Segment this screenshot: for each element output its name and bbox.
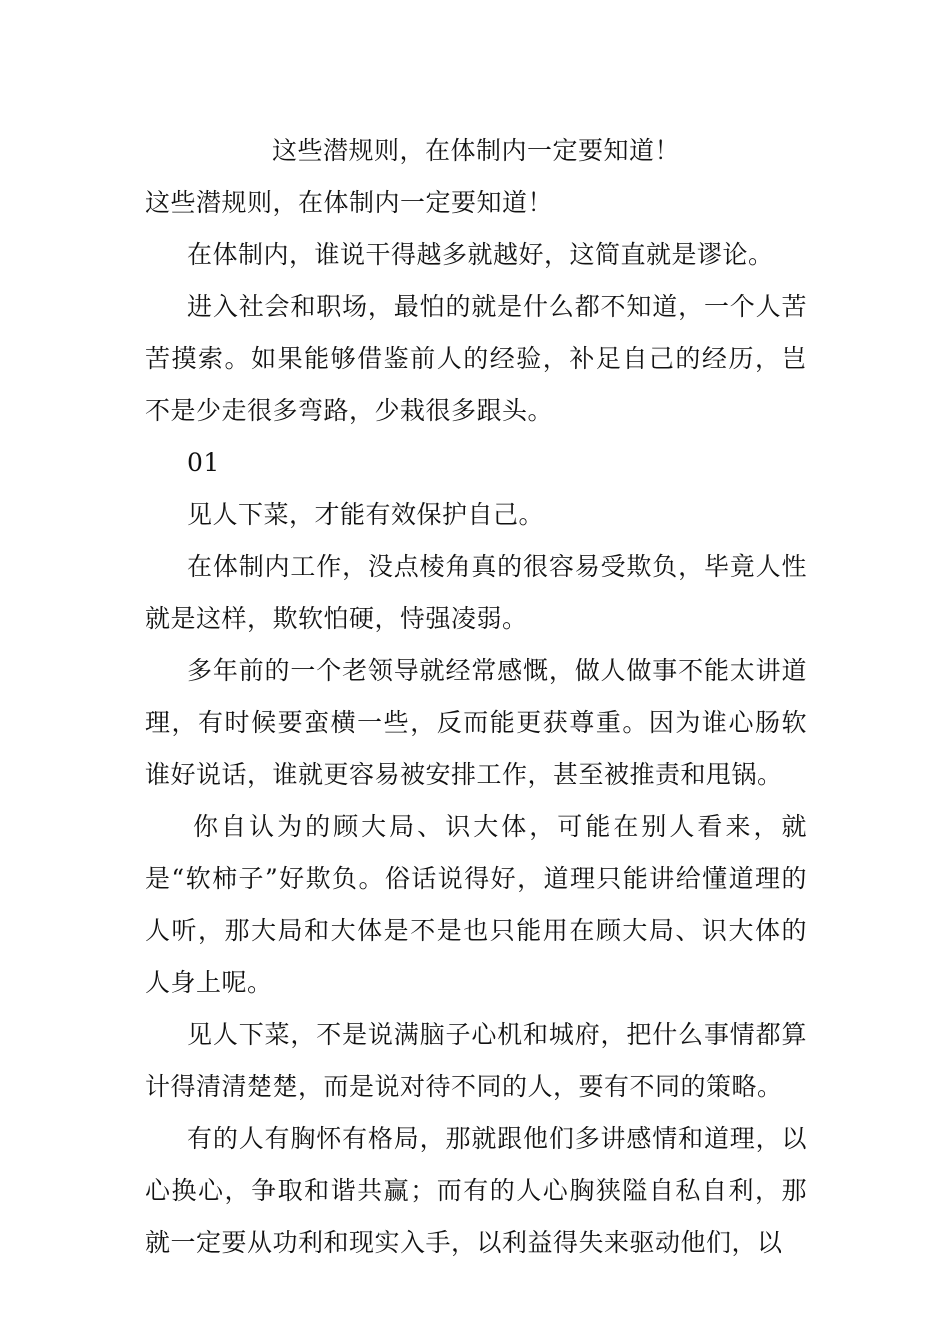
paragraph: 在体制内，谁说干得越多就越好，这简直就是谬论。 — [187, 240, 774, 269]
section-number: 01 — [187, 448, 220, 477]
paragraph: 这些潜规则，在体制内一定要知道！ — [145, 188, 554, 217]
paragraph: 在体制内工作，没点棱角真的很容易受欺负，毕竟人性就是这样，欺软怕硬，恃强凌弱。 — [145, 552, 807, 633]
document-title: 这些潜规则，在体制内一定要知道！ — [271, 136, 680, 165]
paragraph: 有的人有胸怀有格局，那就跟他们多讲感情和道理，以心换心，争取和谐共赢；而有的人心胸狭隘自私自利，那就一定要从功利和现实入手，以利益得失来驱动他们，以 — [145, 1124, 807, 1257]
paragraph: 多年前的一个老领导就经常感慨，做人做事不能太讲道理，有时候要蛮横一些，反而能更获尊重。因为谁心肠软谁好说话，谁就更容易被安排工作，甚至被推责和甩锅。 — [145, 656, 807, 789]
paragraph: 见人下菜，不是说满脑子心机和城府，把什么事情都算计得清清楚楚，而是说对待不同的人，要有不同的策略。 — [145, 1020, 807, 1101]
paragraph: 进入社会和职场，最怕的就是什么都不知道，一个人苦苦摸索。如果能够借鉴前人的经验，补足自己的经历，岂不是少走很多弯路，少栽很多跟头。 — [145, 292, 807, 425]
section-heading: 见人下菜，才能有效保护自己。 — [187, 500, 545, 529]
paragraph: 你自认为的顾大局、识大体，可能在别人看来，就是“软柿子”好欺负。俗话说得好，道理只能讲给懂道理的人听，那大局和大体是不是也只能用在顾大局、识大体的人身上呢。 — [145, 812, 807, 997]
document-body — [145, 125, 807, 1269]
